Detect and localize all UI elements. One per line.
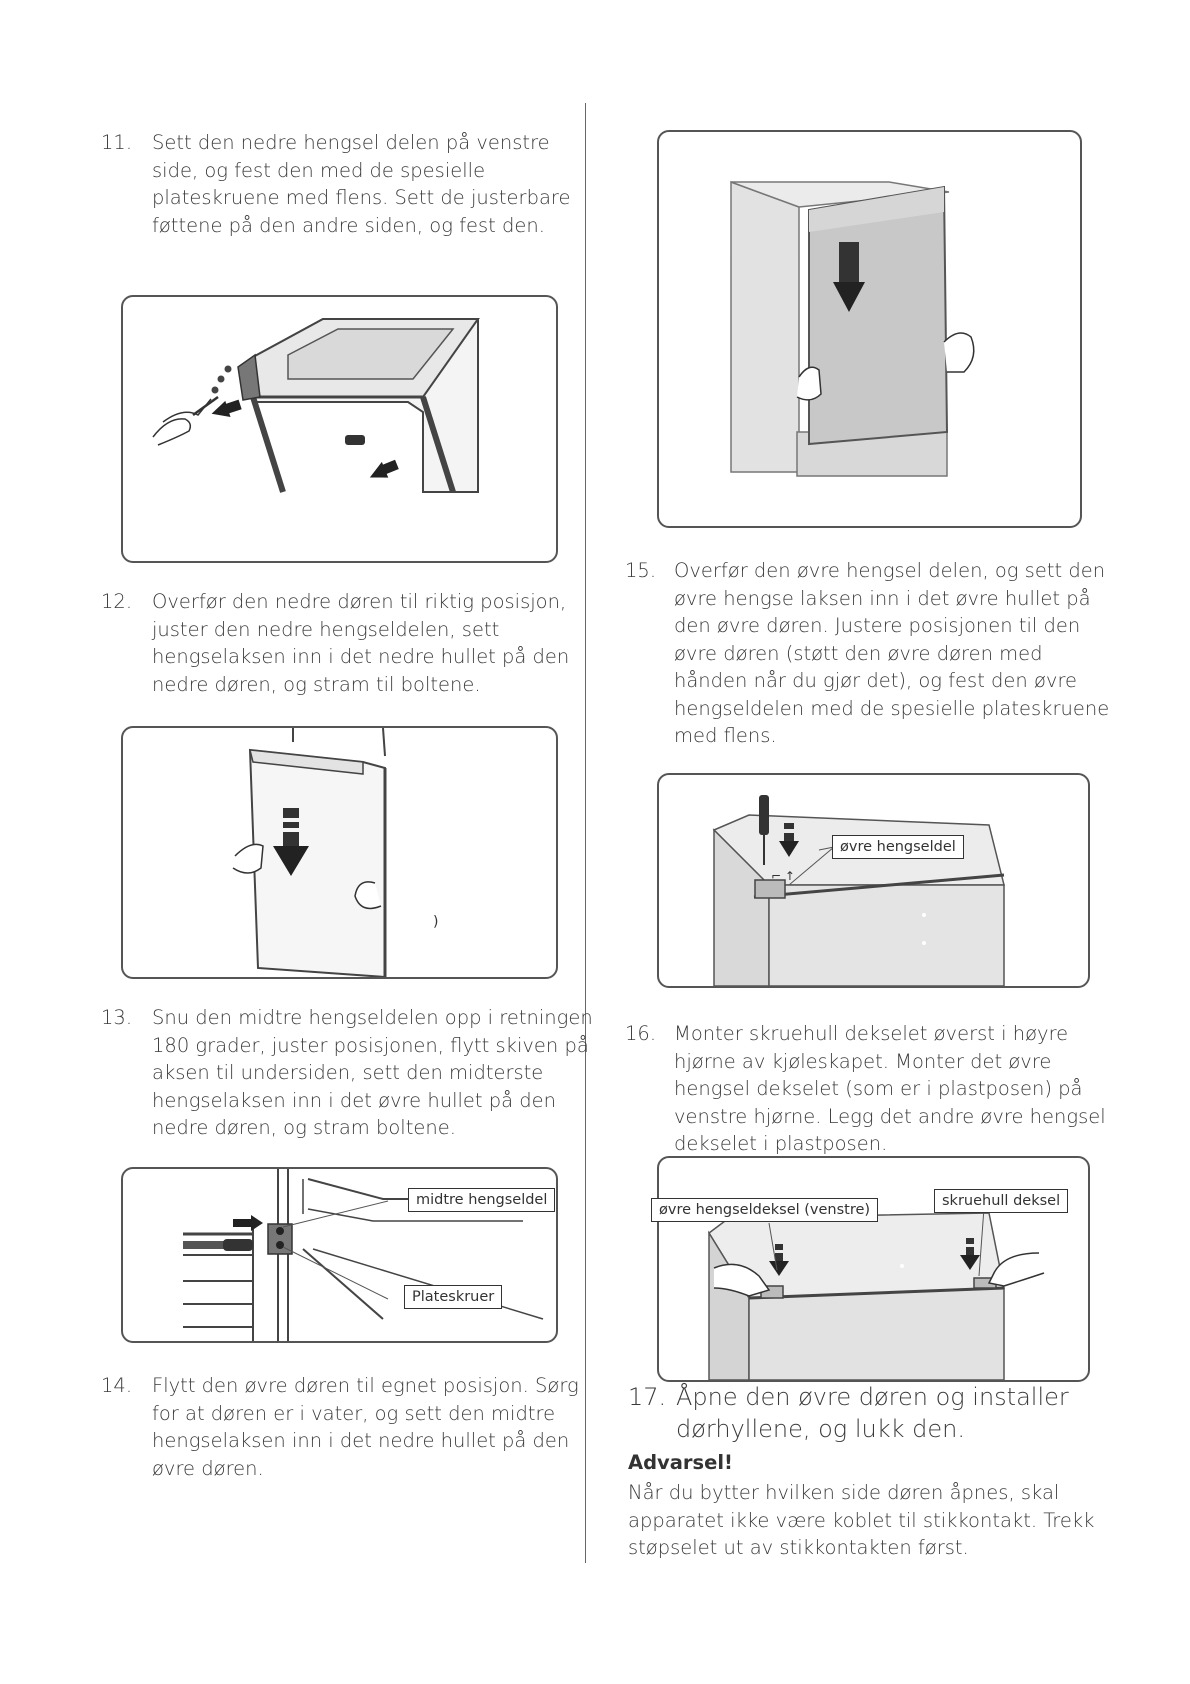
- step-number: 14.: [101, 1374, 133, 1397]
- svg-text:⌐ ↑: ⌐ ↑: [771, 869, 795, 883]
- step-number: 17.: [628, 1383, 667, 1411]
- step-text: Sett den nedre hengsel delen på venstre side, og fest den med de spesielle plateskruene med flens. Sett de justerbare føttene på den andre siden, og fest den.: [152, 131, 571, 237]
- step-number: 11.: [101, 131, 133, 154]
- step-text: Flytt den øvre døren til egnet posisjon. Sørg for at døren er i vater, og sett den midtre hengselaksen inn i det nedre hullet på den øvre døren.: [152, 1374, 579, 1480]
- step-text: Åpne den øvre døren og installer dørhyllene, og lukk den.: [676, 1383, 1069, 1443]
- illustration-step-11: [121, 295, 558, 563]
- step-number: 15.: [625, 559, 657, 582]
- step-text: Monter skruehull dekselet øverst i høyre hjørne av kjøleskapet. Monter det øvre hengsel dekselet (som er i plastposen) på venstre hjørne. Legg det andre øvre hengsel dekselet i plastposen.: [674, 1022, 1106, 1155]
- callout-midtre-hengseldel: midtre hengseldel: [408, 1188, 555, 1212]
- step-number: 13.: [101, 1006, 133, 1029]
- callout-ovre-hengseldeksel: øvre hengseldeksel (venstre): [651, 1198, 878, 1222]
- illustration-step-15: [657, 773, 1090, 988]
- step-number: 12.: [101, 590, 133, 613]
- illustration-step-12: [121, 726, 558, 979]
- callout-skruehull-deksel: skruehull deksel: [934, 1189, 1068, 1213]
- warning-title: Advarsel!: [628, 1451, 733, 1474]
- svg-text:): ): [433, 914, 439, 930]
- step-number: 16.: [625, 1022, 657, 1045]
- step-text: Overfør den nedre døren til riktig posisjon, juster den nedre hengseldelen, sett hengselaksen inn i det nedre hullet på den nedre døren, og stram til boltene.: [152, 590, 570, 696]
- step-text: Snu den midtre hengseldelen opp i retningen 180 grader, juster posisjonen, flytt skiven på aksen til undersiden, sett den midterste hengselaksen inn i det øvre hullet på den nedre døren, og stram boltene.: [152, 1006, 593, 1139]
- column-divider: [585, 103, 586, 1563]
- illustration-step-14: [657, 130, 1082, 528]
- step-text: Overfør den øvre hengsel delen, og sett den øvre hengse laksen inn i det øvre hullet på den øvre døren. Justere posisjonen til den øvre døren (støtt den øvre døren med hånden når du gjør det), og fest den øvre hengseldelen med de spesielle plateskruene med flens.: [674, 559, 1110, 747]
- callout-ovre-hengseldel: øvre hengseldel: [832, 835, 964, 859]
- callout-plateskruer: Plateskruer: [404, 1285, 502, 1309]
- warning-text: Når du bytter hvilken side døren åpnes, skal apparatet ikke være koblet til stikkontakt. Trekk støpselet ut av stikkontakten først.: [628, 1481, 1095, 1559]
